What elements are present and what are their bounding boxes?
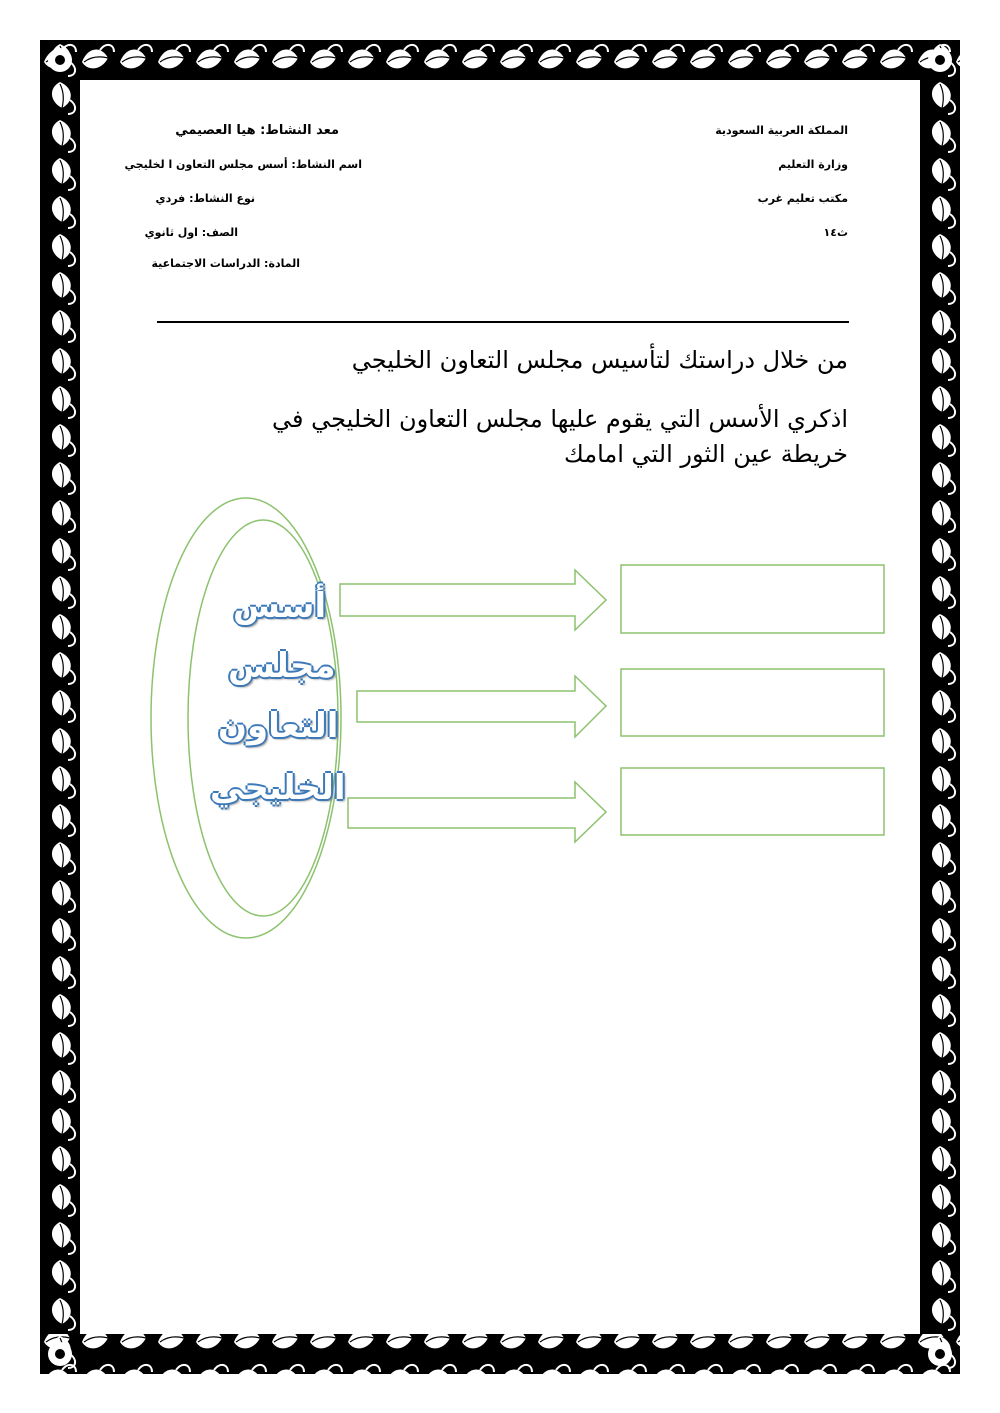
answer-box-3[interactable] bbox=[621, 768, 884, 835]
header-school: ث١٤ bbox=[823, 226, 848, 239]
instruction-line-2: اذكري الأسس التي يقوم عليها مجلس التعاون الخليجي في خريطة عين الثور التي امامك bbox=[272, 405, 848, 468]
center-word-3: التعاون bbox=[218, 706, 339, 746]
header-grade: الصف: اول ثانوي bbox=[144, 226, 238, 239]
center-word-4: الخليجي bbox=[210, 768, 346, 808]
header-activity-name: اسم النشاط: أسس مجلس التعاون ا لخليجي bbox=[124, 158, 362, 171]
center-word-1: أسس bbox=[233, 586, 327, 626]
header-activity-type: نوع النشاط: فردي bbox=[155, 192, 255, 205]
arrow-2 bbox=[357, 676, 606, 737]
instruction-line-1: من خلال دراستك لتأسيس مجلس التعاون الخليجي bbox=[351, 346, 848, 374]
center-word-2: مجلس bbox=[228, 646, 336, 686]
header-ministry: وزارة التعليم bbox=[778, 158, 848, 171]
arrow-3 bbox=[348, 782, 606, 842]
arrow-1 bbox=[340, 570, 606, 630]
header-subject: المادة: الدراسات الاجتماعية bbox=[151, 257, 300, 270]
header-office: مكتب تعليم غرب bbox=[757, 192, 848, 205]
header-author: معد النشاط: هيا العصيمي bbox=[175, 123, 339, 138]
header-country: المملكة العربية السعودية bbox=[715, 124, 848, 137]
answer-box-1[interactable] bbox=[621, 565, 884, 633]
answer-box-2[interactable] bbox=[621, 669, 884, 736]
